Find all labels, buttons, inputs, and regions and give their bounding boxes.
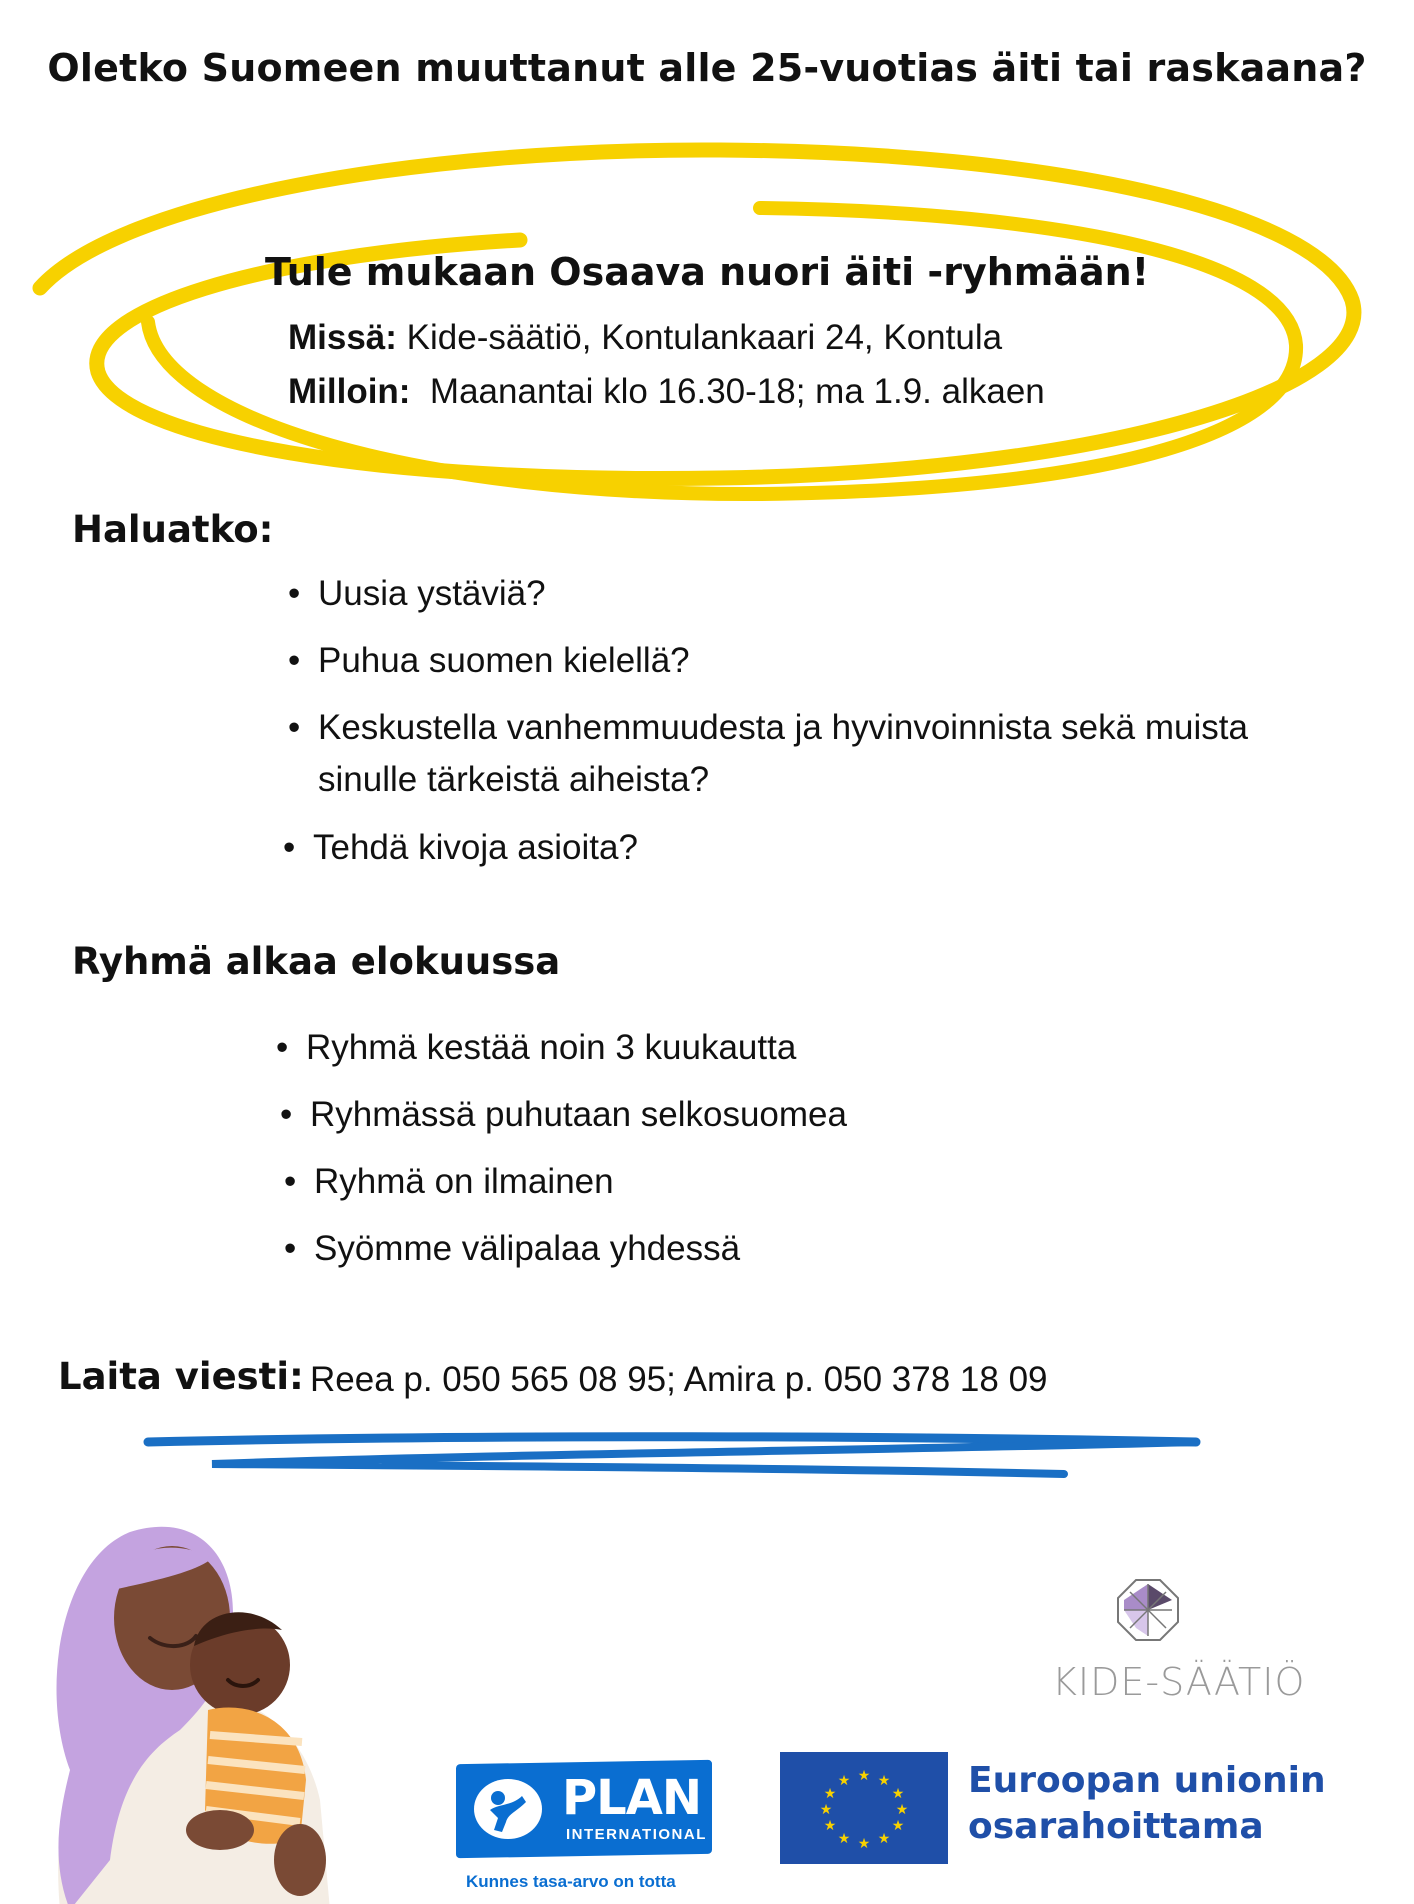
where-value: Kide-säätiö, Kontulankaari 24, Kontula	[406, 318, 1003, 357]
when-value: Maanantai klo 16.30-18; ma 1.9. alkaen	[429, 372, 1045, 411]
svg-text:★: ★	[895, 1802, 909, 1818]
contact-phones: Reea p. 050 565 08 95; Amira p. 050 378 18 09	[310, 1360, 1048, 1399]
list-item: • Ryhmä on ilmainen	[284, 1162, 614, 1201]
list-item: • Ryhmä kestää noin 3 kuukautta	[276, 1028, 797, 1067]
haluatko-heading: Haluatko:	[72, 508, 274, 551]
svg-text:★: ★	[837, 1831, 851, 1847]
plan-logo-subtitle: INTERNATIONAL	[566, 1826, 707, 1843]
svg-text:★: ★	[837, 1773, 851, 1789]
page-title: Oletko Suomeen muuttanut alle 25-vuotias äiti tai raskaana?	[47, 46, 1367, 90]
when-line	[288, 372, 1045, 412]
list-item: • Ryhmässä puhutaan selkosuomea	[280, 1095, 847, 1134]
contact-label: Laita viesti:	[58, 1355, 304, 1398]
list-item: • Uusia ystäviä?	[288, 574, 546, 613]
plan-figure-icon	[468, 1774, 548, 1844]
plan-tagline: Kunnes tasa-arvo on totta	[466, 1872, 676, 1891]
list-item: • Tehdä kivoja asioita?	[283, 828, 638, 867]
when-label: Milloin:	[288, 372, 411, 411]
svg-text:★: ★	[823, 1818, 837, 1834]
eu-flag-icon	[780, 1752, 948, 1864]
mother-and-child-illustration	[0, 1440, 420, 1904]
svg-text:★: ★	[877, 1773, 891, 1789]
svg-text:★: ★	[823, 1786, 837, 1802]
svg-text:★: ★	[819, 1802, 833, 1818]
kide-logo-icon	[1116, 1578, 1180, 1642]
group-title: Tule mukaan Osaava nuori äiti -ryhmään!	[264, 250, 1150, 294]
svg-text:★: ★	[857, 1768, 871, 1784]
list-item: • Keskustella vanhemmuudesta ja hyvinvoinnista sekä muista	[288, 708, 1248, 747]
where-label: Missä:	[288, 318, 397, 357]
svg-text:★: ★	[891, 1786, 905, 1802]
where-line	[288, 318, 1002, 358]
ryhma-heading: Ryhmä alkaa elokuussa	[72, 940, 561, 983]
plan-logo-word: PLAN	[562, 1770, 702, 1826]
kide-logo-text: KIDE-SÄÄTIÖ	[1052, 1660, 1306, 1704]
list-item: • Puhua suomen kielellä?	[288, 641, 690, 680]
svg-text:★: ★	[891, 1818, 905, 1834]
list-item: • Syömme välipalaa yhdessä	[284, 1229, 741, 1268]
eu-funding-text: Euroopan unionin osarahoittama	[968, 1760, 1326, 1847]
list-item-continuation: sinulle tärkeistä aiheista?	[318, 760, 710, 799]
svg-text:★: ★	[857, 1836, 871, 1852]
svg-text:★: ★	[877, 1831, 891, 1847]
